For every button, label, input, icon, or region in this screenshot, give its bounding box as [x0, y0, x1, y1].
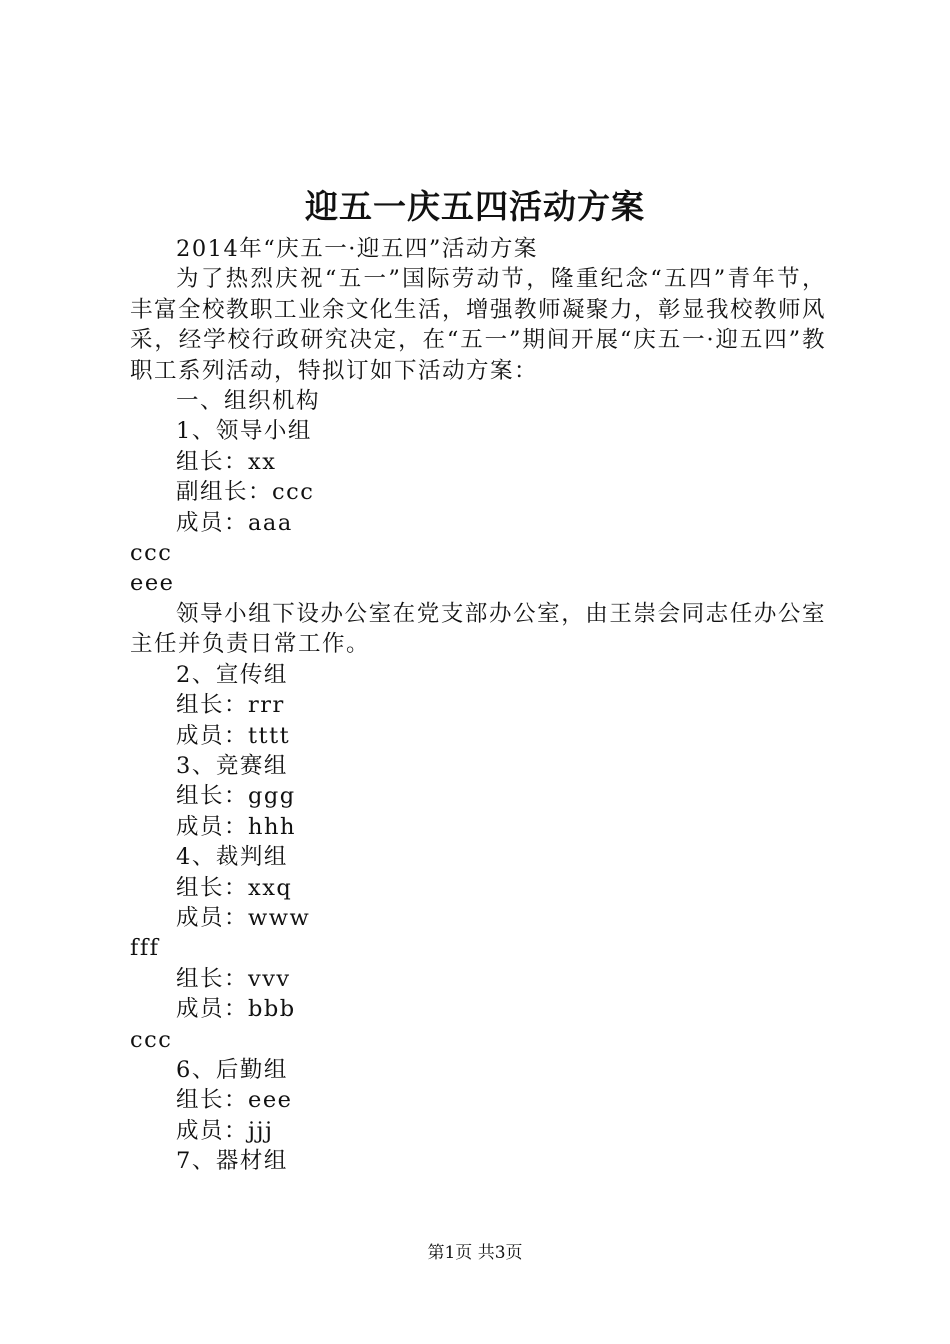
- leader-line: 组长：xx: [176, 448, 277, 475]
- members-line: 成员：hhh: [176, 813, 296, 840]
- intro-paragraph: 为了热烈庆祝“五一”国际劳动节，隆重纪念“五四”青年节，丰富全校教职工业余文化生活，增强教师凝聚力，彰显我校教师风采，经学校行政研究决定，在“五一”期间开展“庆五一·迎五四”教职工系列活动，特拟订如下活动方案：: [130, 266, 827, 384]
- members-line: 成员：jjj: [176, 1117, 274, 1144]
- member-name-line: ccc: [130, 540, 173, 567]
- members-line: 成员：bbb: [176, 996, 296, 1023]
- group-heading-referee: 4、裁判组: [176, 844, 288, 871]
- leader-line: 组长：eee: [176, 1087, 293, 1114]
- leader-line: 组长：vvv: [176, 965, 291, 992]
- section-heading-organization: 一、组织机构: [176, 388, 321, 415]
- leader-line: 组长：rrr: [176, 692, 285, 719]
- member-name-line: eee: [130, 570, 175, 597]
- group-heading-leadership: 1、领导小组: [176, 418, 312, 445]
- members-line: 成员：tttt: [176, 722, 291, 749]
- group-heading-logistics: 6、后勤组: [176, 1056, 288, 1083]
- group-heading-equipment: 7、器材组: [176, 1148, 288, 1175]
- members-line: 成员：aaa: [176, 509, 293, 536]
- leader-line: 组长：xxq: [176, 874, 293, 901]
- group-heading-competition: 3、竞赛组: [176, 752, 288, 779]
- member-name-line: fff: [130, 935, 160, 962]
- leader-line: 组长：ggg: [176, 783, 296, 810]
- group-heading-publicity: 2、宣传组: [176, 661, 288, 688]
- page-footer: 第1页 共3页: [427, 1243, 523, 1263]
- deputy-leader-line: 副组长：ccc: [176, 479, 315, 506]
- member-name-line: ccc: [130, 1026, 173, 1053]
- document-title: 迎五一庆五四活动方案: [305, 187, 645, 226]
- members-line: 成员：www: [176, 904, 311, 931]
- office-paragraph: 领导小组下设办公室在党支部办公室，由王崇会同志任办公室主任并负责日常工作。: [130, 600, 826, 658]
- plan-heading-line: 2014年“庆五一·迎五四”活动方案: [176, 236, 538, 262]
- document-body: [130, 234, 826, 1177]
